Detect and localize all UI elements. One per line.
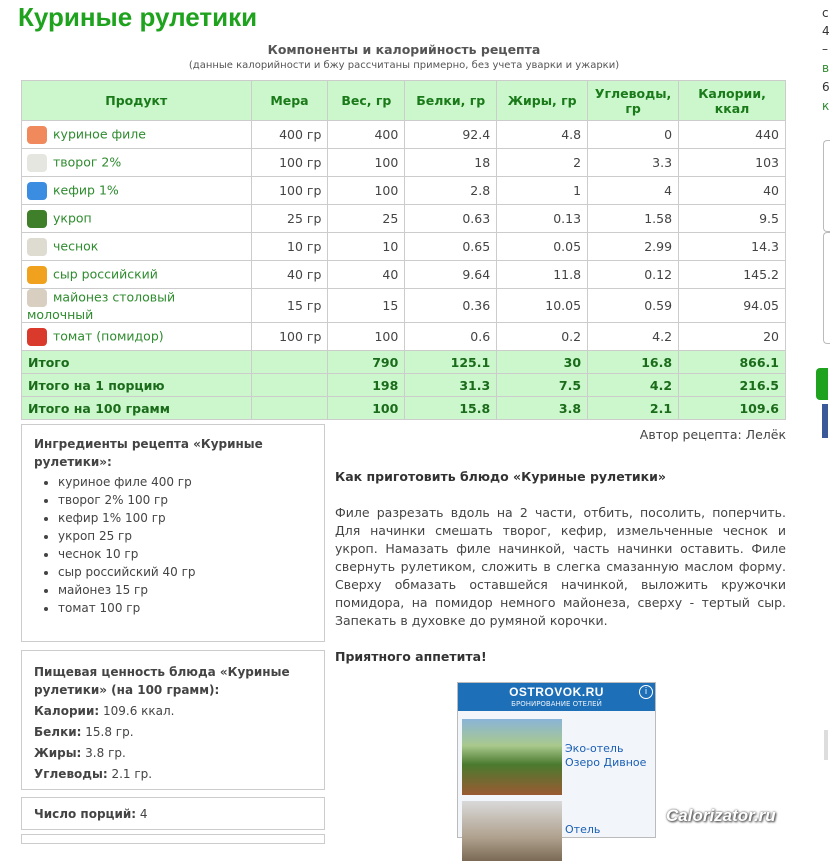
nutrition-heading: Пищевая ценность блюда «Куриные рулетики» (на 100 грамм):	[34, 665, 290, 697]
total-carbs: 4.2	[588, 374, 679, 397]
col-header-measure: Мера	[251, 81, 328, 121]
cell-measure: 400 гр	[251, 121, 328, 149]
cell-product	[22, 323, 252, 351]
cell-weight: 100	[328, 149, 405, 177]
cell-measure: 100 гр	[251, 323, 328, 351]
cell-carbs: 0.12	[588, 261, 679, 289]
table-row	[22, 177, 786, 205]
ad-banner[interactable]	[457, 682, 656, 838]
ad-info-icon[interactable]: i	[639, 685, 653, 699]
cell-fat: 0.2	[497, 323, 588, 351]
product-link[interactable]: творог 2%	[53, 154, 122, 169]
dill-icon	[27, 210, 47, 228]
cell-product	[22, 149, 252, 177]
total-label: Итого на 100 грамм	[22, 397, 252, 420]
cell-fat: 2	[497, 149, 588, 177]
cell-protein: 0.65	[405, 233, 497, 261]
fat-value: 3.8 гр.	[85, 746, 126, 760]
total-label: Итого	[22, 351, 252, 374]
table-subcaption: (данные калорийности и бжу рассчитаны примерно, без учета уварки и ужарки)	[188, 60, 620, 71]
table-row	[22, 121, 786, 149]
cell-weight: 100	[328, 323, 405, 351]
side-fragment: 6	[822, 80, 830, 94]
product-link[interactable]: томат (помидор)	[53, 328, 164, 343]
total-fat: 30	[497, 351, 588, 374]
cell-protein: 2.8	[405, 177, 497, 205]
carbs-label: Углеводы:	[34, 767, 108, 781]
col-header-protein: Белки, гр	[405, 81, 497, 121]
table-row	[22, 323, 786, 351]
bon-appetit: Приятного аппетита!	[335, 649, 487, 664]
garlic-icon	[27, 238, 47, 256]
total-weight: 790	[328, 351, 405, 374]
portions-label: Число порций:	[34, 807, 137, 821]
cell-weight: 25	[328, 205, 405, 233]
cell-carbs: 4	[588, 177, 679, 205]
ingredient-item: • творог 2% 100 гр	[58, 491, 312, 509]
table-row	[22, 149, 786, 177]
cell-carbs: 1.58	[588, 205, 679, 233]
cell-weight: 10	[328, 233, 405, 261]
total-weight: 100	[328, 397, 405, 420]
total-kcal: 109.6	[679, 397, 786, 420]
mayonnaise-icon	[27, 289, 47, 307]
cell-product	[22, 261, 252, 289]
cell-product	[22, 289, 252, 323]
cell-fat: 1	[497, 177, 588, 205]
nutrition-carbs	[34, 765, 312, 783]
total-protein: 15.8	[405, 397, 497, 420]
ingredient-item: • сыр российский 40 гр	[58, 563, 312, 581]
chicken-fillet-icon	[27, 126, 47, 144]
how-to-heading: Как приготовить блюдо «Куриные рулетики»	[335, 469, 666, 484]
total-row	[22, 351, 786, 374]
cell-kcal: 40	[679, 177, 786, 205]
cell-kcal: 145.2	[679, 261, 786, 289]
total-measure-empty	[251, 374, 328, 397]
recipe-author: Автор рецепта: Лелёк	[639, 427, 786, 442]
total-fat: 7.5	[497, 374, 588, 397]
cell-product	[22, 121, 252, 149]
ingredients-heading: Ингредиенты рецепта «Куриные рулетики»:	[34, 437, 263, 469]
cell-weight: 40	[328, 261, 405, 289]
table-caption: Компоненты и калорийность рецепта	[267, 42, 541, 57]
cell-carbs: 4.2	[588, 323, 679, 351]
side-fragment: с	[822, 6, 829, 20]
site-watermark: Calorizator.ru	[666, 806, 776, 825]
ad-header[interactable]	[458, 683, 655, 711]
product-link[interactable]: сыр российский	[53, 266, 158, 281]
hotel-photo-1[interactable]	[462, 719, 562, 795]
next-box	[21, 834, 325, 844]
product-link[interactable]: куриное филе	[53, 126, 146, 141]
hotel-link-2[interactable]: Отель	[565, 823, 601, 836]
total-row	[22, 397, 786, 420]
page-title: Куриные рулетики	[18, 2, 258, 32]
product-link[interactable]: майонез столовый молочный	[27, 289, 176, 322]
cell-measure: 100 гр	[251, 149, 328, 177]
cell-protein: 9.64	[405, 261, 497, 289]
total-label: Итого на 1 порцию	[22, 374, 252, 397]
total-weight: 198	[328, 374, 405, 397]
table-row	[22, 261, 786, 289]
nutrition-calories	[34, 702, 312, 720]
table-row	[22, 233, 786, 261]
ingredient-item: • кефир 1% 100 гр	[58, 509, 312, 527]
nutrition-fat	[34, 744, 312, 762]
portions-box	[21, 797, 325, 830]
cell-protein: 18	[405, 149, 497, 177]
total-measure-empty	[251, 397, 328, 420]
total-protein: 31.3	[405, 374, 497, 397]
table-header-row	[22, 81, 786, 121]
cell-measure: 40 гр	[251, 261, 328, 289]
calories-label: Калории:	[34, 704, 100, 718]
ingredient-item: • майонез 15 гр	[58, 581, 312, 599]
cell-kcal: 9.5	[679, 205, 786, 233]
total-kcal: 866.1	[679, 351, 786, 374]
side-panel-edge	[823, 140, 830, 232]
product-link[interactable]: укроп	[53, 210, 92, 225]
side-fragment: 4	[822, 24, 830, 38]
protein-label: Белки:	[34, 725, 82, 739]
side-fragment[interactable]: в	[822, 61, 830, 75]
nutrition-box	[21, 650, 325, 790]
cell-carbs: 3.3	[588, 149, 679, 177]
cell-carbs: 0	[588, 121, 679, 149]
protein-value: 15.8 гр.	[85, 725, 134, 739]
col-header-kcal: Калории, ккал	[679, 81, 786, 121]
cell-weight: 100	[328, 177, 405, 205]
ingredients-box	[21, 424, 325, 642]
ad-tagline: БРОНИРОВАНИЕ ОТЕЛЕЙ	[511, 700, 602, 708]
product-link[interactable]: кефир 1%	[53, 182, 119, 197]
cell-protein: 0.36	[405, 289, 497, 323]
col-header-carbs: Углеводы, гр	[588, 81, 679, 121]
cell-fat: 11.8	[497, 261, 588, 289]
cell-fat: 4.8	[497, 121, 588, 149]
product-link[interactable]: чеснок	[53, 238, 99, 253]
cell-product	[22, 205, 252, 233]
cell-protein: 0.6	[405, 323, 497, 351]
cell-kcal: 103	[679, 149, 786, 177]
total-fat: 3.8	[497, 397, 588, 420]
total-row	[22, 374, 786, 397]
total-kcal: 216.5	[679, 374, 786, 397]
cell-carbs: 0.59	[588, 289, 679, 323]
side-social-button[interactable]	[822, 404, 828, 438]
col-header-product: Продукт	[22, 81, 252, 121]
fat-label: Жиры:	[34, 746, 82, 760]
cell-kcal: 440	[679, 121, 786, 149]
ingredient-item: • чеснок 10 гр	[58, 545, 312, 563]
side-fragment[interactable]: к	[822, 99, 830, 113]
cottage-cheese-icon	[27, 154, 47, 172]
hotel-photo-2[interactable]	[462, 801, 562, 861]
ingredient-item: • укроп 25 гр	[58, 527, 312, 545]
nutrition-protein	[34, 723, 312, 741]
cell-carbs: 2.99	[588, 233, 679, 261]
col-header-fat: Жиры, гр	[497, 81, 588, 121]
calories-value: 109.6 ккал.	[102, 704, 175, 718]
cell-measure: 100 гр	[251, 177, 328, 205]
carbs-value: 2.1 гр.	[111, 767, 153, 781]
col-header-weight: Вес, гр	[328, 81, 405, 121]
cell-fat: 10.05	[497, 289, 588, 323]
total-carbs: 16.8	[588, 351, 679, 374]
portions-value: 4	[139, 807, 148, 821]
ingredient-item: • куриное филе 400 гр	[58, 473, 312, 491]
total-measure-empty	[251, 351, 328, 374]
side-fragment: –	[822, 42, 828, 56]
hotel-link-1[interactable]: Эко-отель Озеро Дивное	[565, 742, 647, 769]
cell-kcal: 94.05	[679, 289, 786, 323]
total-protein: 125.1	[405, 351, 497, 374]
cell-product	[22, 177, 252, 205]
nutrition-table	[21, 80, 786, 420]
cell-fat: 0.13	[497, 205, 588, 233]
cell-measure: 25 гр	[251, 205, 328, 233]
table-row	[22, 289, 786, 323]
total-carbs: 2.1	[588, 397, 679, 420]
ingredients-list	[34, 473, 312, 617]
cell-measure: 10 гр	[251, 233, 328, 261]
recipe-steps: Филе разрезать вдоль на 2 части, отбить, посолить, поперчить. Для начинки смешать творог, кефир, измельченные чеснок и укроп. Намазать филе начинкой, часть начинки оставить. Филе свернуть рулетиком, сложить в слегка смазанную маслом форму. Сверху обмазать оставшейся начинкой, выложить кружочки помидора, на помидор немного майонеза, сверху - тертый сыр. Запекать в духовке до румяной корочки.	[335, 505, 786, 628]
cell-kcal: 14.3	[679, 233, 786, 261]
cell-weight: 400	[328, 121, 405, 149]
cell-fat: 0.05	[497, 233, 588, 261]
table-row	[22, 205, 786, 233]
cheese-icon	[27, 266, 47, 284]
cell-measure: 15 гр	[251, 289, 328, 323]
cell-protein: 92.4	[405, 121, 497, 149]
tomato-icon	[27, 328, 47, 346]
cell-protein: 0.63	[405, 205, 497, 233]
side-panel-edge	[824, 730, 828, 760]
side-panel-edge	[823, 232, 830, 344]
ad-brand[interactable]: OSTROVOK.RU	[509, 685, 604, 699]
cell-kcal: 20	[679, 323, 786, 351]
cell-weight: 15	[328, 289, 405, 323]
ingredient-item: • томат 100 гр	[58, 599, 312, 617]
kefir-icon	[27, 182, 47, 200]
cell-product	[22, 233, 252, 261]
side-green-button[interactable]	[816, 368, 828, 400]
